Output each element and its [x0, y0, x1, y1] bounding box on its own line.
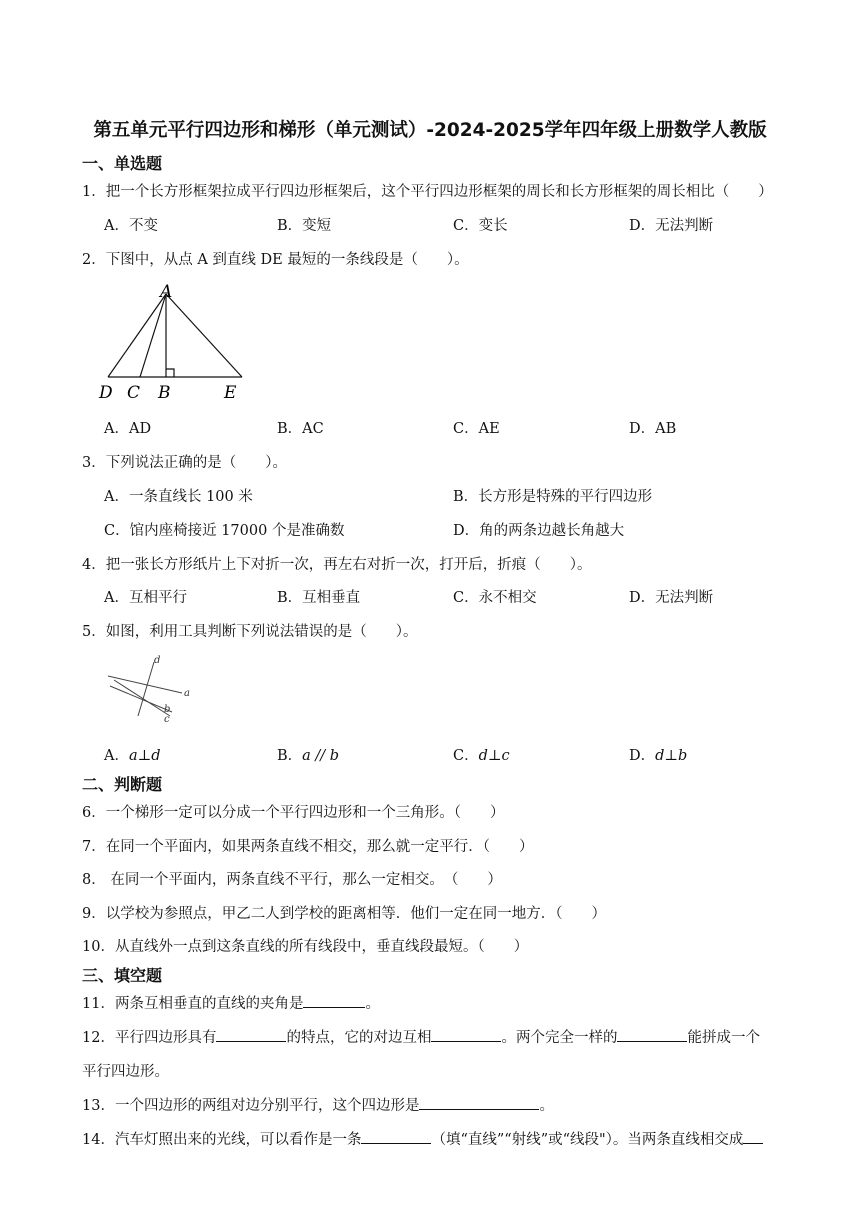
- label-e: E: [224, 383, 237, 403]
- q3-option-a: A．一条直线长 100 米: [104, 489, 253, 505]
- q5-option-a: A．a⊥d: [104, 748, 161, 764]
- q1-option-c: C．变长: [453, 218, 508, 234]
- q1-option-b: B．变短: [277, 218, 332, 234]
- line-label-c: c: [164, 714, 170, 725]
- q4-option-c: C．永不相交: [453, 590, 537, 606]
- answer-blank[interactable]: [617, 1027, 687, 1042]
- line-label-d: d: [154, 655, 161, 666]
- label-a: A: [160, 282, 173, 302]
- answer-blank[interactable]: [743, 1129, 763, 1144]
- question-5: 5．如图，利用工具判断下列说法错误的是（ ）。: [82, 624, 418, 640]
- q1-option-d: D．无法判断: [629, 218, 714, 234]
- q5-option-b: B．a // b: [277, 748, 340, 764]
- section-heading-true-false: 二、判断题: [82, 775, 163, 794]
- question-10: 10．从直线外一点到这条直线的所有线段中，垂直线段最短。（ ）: [82, 939, 529, 955]
- line-label-a: a: [184, 688, 190, 699]
- q1-option-a: A．不变: [104, 218, 158, 234]
- question-14: 14．汽车灯照出来的光线，可以看作是一条 （填“直线”“射线”或“线段"）。当两条直线相交成: [82, 1128, 763, 1149]
- lines-figure: [100, 650, 200, 725]
- label-c: C: [127, 383, 141, 403]
- question-11: 11．两条互相垂直的直线的夹角是 。: [82, 992, 380, 1013]
- question-12-continued: 平行四边形。: [82, 1064, 169, 1080]
- q5-option-c: C．d⊥c: [453, 748, 510, 764]
- section-heading-single-choice: 一、单选题: [82, 154, 163, 173]
- answer-blank[interactable]: [216, 1027, 286, 1042]
- question-1: 1．把一个长方形框架拉成平行四边形框架后，这个平行四边形框架的周长和长方形框架的周长相比（ ）: [82, 184, 773, 200]
- question-3: 3．下列说法正确的是（ ）。: [82, 455, 287, 471]
- q2-option-c: C．AE: [453, 421, 500, 437]
- answer-blank[interactable]: [361, 1129, 431, 1144]
- q5-option-d: D．d⊥b: [629, 748, 688, 764]
- page-title: 第五单元平行四边形和梯形（单元测试）-2024-2025学年四年级上册数学人教版: [93, 120, 767, 141]
- q4-option-a: A．互相平行: [104, 590, 187, 606]
- q3-option-c: C．馆内座椅接近 17000 个是准确数: [104, 523, 345, 539]
- triangle-figure: [96, 278, 256, 408]
- question-7: 7．在同一个平面内，如果两条直线不相交，那么就一定平行．（ ）: [82, 839, 534, 855]
- answer-blank[interactable]: [431, 1027, 501, 1042]
- q2-option-b: B．AC: [277, 421, 324, 437]
- label-b: B: [158, 383, 171, 403]
- answer-blank[interactable]: [419, 1095, 539, 1110]
- question-13: 13．一个四边形的两组对边分别平行，这个四边形是 。: [82, 1094, 554, 1115]
- q2-option-a: A．AD: [104, 421, 152, 437]
- q4-option-d: D．无法判断: [629, 590, 714, 606]
- question-8: 8． 在同一个平面内，两条直线不平行，那么一定相交。 （ ）: [82, 872, 502, 888]
- question-12: 12．平行四边形具有 的特点，它的对边互相 。两个完全一样的 能拼成一个: [82, 1026, 760, 1047]
- question-9: 9．以学校为参照点，甲乙二人到学校的距离相等．他们一定在同一地方．（ ）: [82, 906, 606, 922]
- line-label-b: b: [164, 704, 171, 715]
- section-heading-fill-blank: 三、填空题: [82, 966, 163, 985]
- question-2: 2．下图中，从点 A 到直线 DE 最短的一条线段是（ ）。: [82, 252, 469, 268]
- q3-option-d: D．角的两条边越长角越大: [453, 523, 625, 539]
- question-6: 6．一个梯形一定可以分成一个平行四边形和一个三角形。（ ）: [82, 805, 505, 821]
- question-4: 4．把一张长方形纸片上下对折一次，再左右对折一次，打开后，折痕（ ）。: [82, 557, 592, 573]
- q2-option-d: D．AB: [629, 421, 677, 437]
- q3-option-b: B．长方形是特殊的平行四边形: [453, 489, 653, 505]
- q4-option-b: B．互相垂直: [277, 590, 361, 606]
- label-d: D: [99, 383, 113, 403]
- answer-blank[interactable]: [303, 993, 365, 1008]
